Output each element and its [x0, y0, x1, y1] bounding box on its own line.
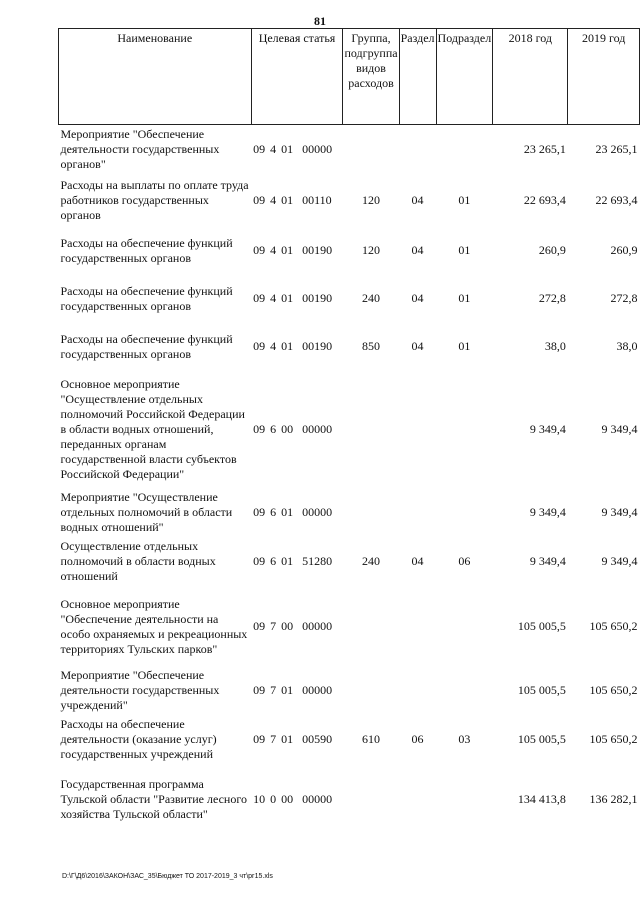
- row-name: Расходы на выплаты по оплате труда работников государственных органов: [60, 178, 249, 222]
- row-name: Основное мероприятие "Обеспечение деятельности на особо охраняемых и рекреационных территориях Тульских парков": [60, 596, 248, 656]
- target-direction: 51280: [302, 554, 333, 568]
- target-direction: 00590: [302, 732, 333, 746]
- target-subprogram: 7: [270, 683, 277, 697]
- target-subprogram: 6: [270, 505, 277, 519]
- row-name: Мероприятие "Обеспечение деятельности государственных органов": [60, 127, 220, 172]
- row-name: Расходы на обеспечение функций государственных органов: [60, 331, 233, 361]
- row-name: Основное мероприятие "Осуществление отдельных полномочий Российской Федерации в области водных отношений, переданных органам государственной власти субъектов Российской Федерации": [60, 377, 245, 481]
- target-event: 01: [281, 243, 294, 257]
- file-path-footer: D:\Г\Д6\2016\ЗАКОН\ЗАС_35\Бюджет ТО 2017-2019_3 чт\рг15.xls: [62, 873, 273, 880]
- table-row: [59, 537, 640, 587]
- row-subsection: [436, 765, 493, 835]
- target-program: 09: [253, 339, 266, 353]
- target-event: 00: [281, 422, 294, 436]
- row-section: [399, 125, 436, 175]
- row-section: [399, 587, 436, 667]
- target-subprogram: 4: [270, 291, 277, 305]
- row-target-code: [251, 715, 343, 765]
- row-subsection: 06: [458, 554, 471, 568]
- target-event: 01: [281, 291, 294, 305]
- target-program: 09: [253, 732, 266, 746]
- row-target-code: [251, 323, 343, 371]
- target-program: 09: [253, 422, 266, 436]
- row-name: Мероприятие "Осуществление отдельных полномочий в области водных отношений": [60, 490, 233, 534]
- row-target-code: [251, 125, 343, 175]
- target-direction: 00190: [302, 339, 333, 353]
- row-subsection: [436, 667, 493, 715]
- row-group: [343, 765, 399, 835]
- row-group: [343, 489, 399, 537]
- row-name: Расходы на обеспечение деятельности (оказание услуг) государственных учреждений: [60, 717, 217, 761]
- row-amount-2018: 134 413,8: [517, 792, 566, 806]
- row-amount-2019: 105 650,2: [589, 619, 638, 633]
- row-section: 04: [411, 291, 424, 305]
- target-program: 09: [253, 619, 266, 633]
- row-section: 04: [411, 193, 424, 207]
- row-section: 06: [411, 732, 424, 746]
- row-amount-2018: 9 349,4: [529, 422, 566, 436]
- row-target-code: [251, 537, 343, 587]
- row-amount-2018: 23 265,1: [523, 142, 566, 157]
- row-target-code: [251, 371, 343, 489]
- row-subsection: [436, 125, 493, 175]
- table-row: [59, 125, 640, 175]
- target-program: 09: [253, 505, 266, 519]
- target-direction: 00000: [302, 683, 333, 697]
- row-amount-2018: 105 005,5: [517, 619, 566, 633]
- row-subsection: 01: [458, 193, 471, 207]
- row-target-code: [251, 275, 343, 323]
- row-amount-2019: 272,8: [610, 291, 638, 305]
- row-amount-2019: 105 650,2: [589, 732, 638, 746]
- row-subsection: [436, 489, 493, 537]
- target-event: 00: [281, 619, 294, 633]
- target-direction: 00110: [302, 193, 332, 207]
- header-group: Группа, подгруппа видов расходов: [343, 29, 399, 125]
- target-program: 09: [253, 142, 266, 157]
- row-group: 850: [362, 339, 381, 353]
- header-subsection: Подраздел: [436, 29, 493, 125]
- row-amount-2018: 22 693,4: [523, 193, 566, 207]
- table-row: [59, 715, 640, 765]
- row-subsection: 01: [458, 243, 471, 257]
- target-program: 09: [253, 243, 266, 257]
- row-name: Осуществление отдельных полномочий в области водных отношений: [60, 539, 216, 583]
- row-subsection: 01: [458, 339, 471, 353]
- row-name: Государственная программа Тульской области "Развитие лесного хозяйства Тульской области": [60, 777, 247, 821]
- row-amount-2019: 38,0: [616, 339, 638, 353]
- target-subprogram: 4: [270, 339, 277, 353]
- target-event: 01: [281, 193, 294, 207]
- row-target-code: [251, 227, 343, 275]
- row-section: [399, 489, 436, 537]
- target-event: 01: [281, 683, 294, 697]
- target-subprogram: 7: [270, 732, 277, 746]
- target-direction: 00190: [302, 291, 333, 305]
- row-group: [343, 667, 399, 715]
- row-group: 240: [362, 554, 381, 568]
- row-group: 610: [362, 732, 381, 746]
- row-section: [399, 765, 436, 835]
- row-amount-2019: 22 693,4: [595, 193, 638, 207]
- header-2018: 2018 год: [493, 29, 568, 125]
- row-name: Расходы на обеспечение функций государственных органов: [60, 235, 233, 265]
- row-amount-2018: 272,8: [538, 291, 566, 305]
- table-row: [59, 175, 640, 227]
- header-row: [59, 29, 640, 125]
- row-amount-2019: 136 282,1: [589, 792, 638, 806]
- row-subsection: 03: [458, 732, 471, 746]
- target-subprogram: 6: [270, 554, 277, 568]
- target-event: 01: [281, 142, 294, 157]
- table-row: [59, 323, 640, 371]
- target-event: 01: [281, 339, 294, 353]
- target-event: 01: [281, 732, 294, 746]
- header-2019: 2019 год: [568, 29, 640, 125]
- target-subprogram: 7: [270, 619, 277, 633]
- row-section: [399, 371, 436, 489]
- table-body: [59, 125, 640, 835]
- target-subprogram: 6: [270, 422, 277, 436]
- row-name: Мероприятие "Обеспечение деятельности государственных учреждений": [60, 668, 220, 712]
- row-target-code: [251, 667, 343, 715]
- row-group: [343, 125, 399, 175]
- row-group: 120: [362, 193, 381, 207]
- target-direction: 00000: [302, 619, 333, 633]
- target-subprogram: 4: [270, 193, 277, 207]
- table-row: [59, 227, 640, 275]
- budget-table: [58, 28, 640, 835]
- row-amount-2018: 38,0: [544, 339, 566, 353]
- row-amount-2018: 9 349,4: [529, 554, 566, 568]
- target-direction: 00000: [302, 505, 333, 519]
- table-row: [59, 371, 640, 489]
- target-program: 09: [253, 193, 266, 207]
- header-name: Наименование: [59, 29, 252, 125]
- target-subprogram: 4: [270, 142, 277, 157]
- target-subprogram: 0: [270, 792, 277, 806]
- row-target-code: [251, 765, 343, 835]
- row-target-code: [251, 175, 343, 227]
- row-name: Расходы на обеспечение функций государственных органов: [60, 283, 233, 313]
- target-direction: 00190: [302, 243, 333, 257]
- table-row: [59, 667, 640, 715]
- target-direction: 00000: [302, 792, 333, 806]
- row-amount-2019: 23 265,1: [595, 142, 638, 157]
- row-amount-2018: 105 005,5: [517, 732, 566, 746]
- target-program: 09: [253, 554, 266, 568]
- row-subsection: [436, 371, 493, 489]
- target-program: 09: [253, 291, 266, 305]
- target-direction: 00000: [302, 422, 333, 436]
- table-row: [59, 765, 640, 835]
- target-program: 09: [253, 683, 266, 697]
- row-section: 04: [411, 243, 424, 257]
- target-event: 01: [281, 505, 294, 519]
- table-row: [59, 489, 640, 537]
- page-number: 81: [314, 14, 326, 28]
- row-amount-2019: 9 349,4: [601, 505, 638, 519]
- row-section: [399, 667, 436, 715]
- target-event: 01: [281, 554, 294, 568]
- row-amount-2019: 9 349,4: [601, 422, 638, 436]
- header-target: Целевая статья: [251, 29, 343, 125]
- row-target-code: [251, 587, 343, 667]
- target-program: 10: [253, 792, 266, 806]
- target-event: 00: [281, 792, 294, 806]
- row-section: 04: [411, 554, 424, 568]
- row-amount-2019: 9 349,4: [601, 554, 638, 568]
- row-amount-2019: 105 650,2: [589, 683, 638, 697]
- target-subprogram: 4: [270, 243, 277, 257]
- header-section: Раздел: [399, 29, 436, 125]
- row-section: 04: [411, 339, 424, 353]
- table-row: [59, 275, 640, 323]
- table-row: [59, 587, 640, 667]
- row-group: [343, 371, 399, 489]
- row-group: [343, 587, 399, 667]
- row-group: 120: [362, 243, 381, 257]
- target-direction: 00000: [302, 142, 333, 157]
- row-subsection: 01: [458, 291, 471, 305]
- row-subsection: [436, 587, 493, 667]
- row-amount-2018: 105 005,5: [517, 683, 566, 697]
- row-amount-2018: 9 349,4: [529, 505, 566, 519]
- row-group: 240: [362, 291, 381, 305]
- row-amount-2018: 260,9: [538, 243, 566, 257]
- row-amount-2019: 260,9: [610, 243, 638, 257]
- row-target-code: [251, 489, 343, 537]
